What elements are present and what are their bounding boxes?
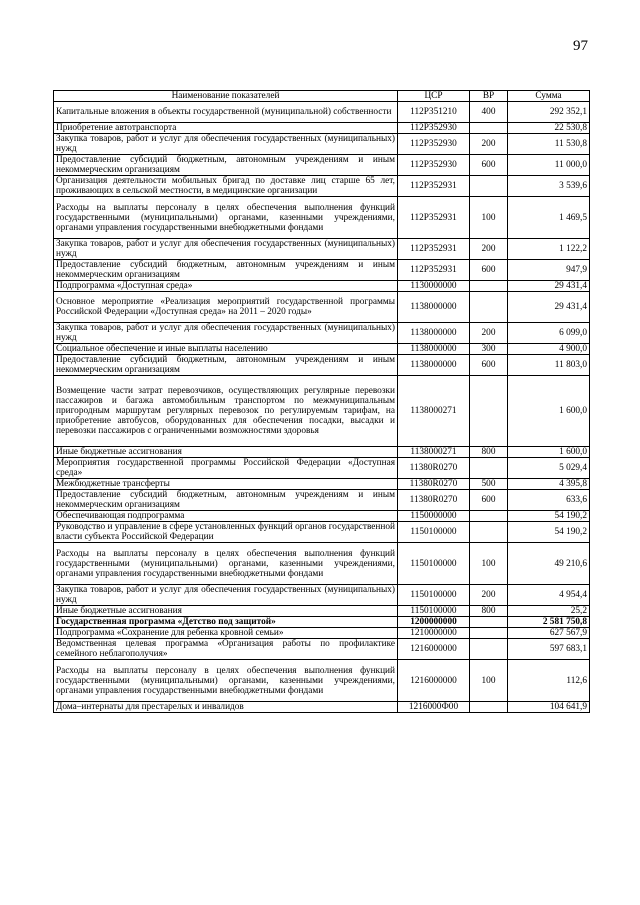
cell-csr: 112P352931: [398, 176, 470, 197]
header-vr: ВР: [470, 91, 508, 102]
table-row: [54, 197, 590, 239]
budget-table: [53, 90, 590, 713]
table-header-row: [54, 91, 590, 102]
table-row: [54, 239, 590, 260]
cell-csr: 1150100000: [398, 606, 470, 617]
table-row: [54, 134, 590, 155]
cell-csr: 112P352931: [398, 239, 470, 260]
cell-name: Закупка товаров, работ и услуг для обеспечения государственных (муниципальных) нужд: [54, 585, 398, 606]
cell-sum: 5 029,4: [508, 458, 590, 479]
cell-vr: 100: [470, 660, 508, 702]
cell-name: Расходы на выплаты персоналу в целях обеспечения выполнения функций государственными (муниципальными) органами, казенными учреждениями, органами управления государственными внебюджетными фондами: [54, 543, 398, 585]
cell-csr: 112P351210: [398, 102, 470, 123]
cell-vr: [470, 511, 508, 522]
cell-sum: 1 469,5: [508, 197, 590, 239]
cell-sum: 4 954,4: [508, 585, 590, 606]
table-row: [54, 479, 590, 490]
cell-sum: 4 395,8: [508, 479, 590, 490]
cell-name: Закупка товаров, работ и услуг для обеспечения государственных (муниципальных) нужд: [54, 323, 398, 344]
cell-csr: 112P352931: [398, 260, 470, 281]
cell-csr: 1216000Ф00: [398, 702, 470, 713]
cell-vr: [470, 281, 508, 292]
header-sum: Сумма: [508, 91, 590, 102]
cell-csr: 1216000000: [398, 660, 470, 702]
header-name: Наименование показателей: [54, 91, 398, 102]
cell-name: Капитальные вложения в объекты государственной (муниципальной) собственности: [54, 102, 398, 123]
cell-vr: 200: [470, 239, 508, 260]
cell-name: Обеспечивающая подпрограмма: [54, 511, 398, 522]
cell-name: Межбюджетные трансферты: [54, 479, 398, 490]
cell-sum: 29 431,4: [508, 281, 590, 292]
cell-vr: 100: [470, 543, 508, 585]
table-row: [54, 260, 590, 281]
cell-csr: 1150100000: [398, 585, 470, 606]
cell-name: Организация деятельности мобильных бригад по доставке лиц старше 65 лет, проживающих в сельской местности, в медицинские организации: [54, 176, 398, 197]
cell-vr: [470, 639, 508, 660]
cell-sum: 11 803,0: [508, 355, 590, 376]
cell-name: Предоставление субсидий бюджетным, автономным учреждениям и иным некоммерческим организациям: [54, 490, 398, 511]
cell-csr: 112P352930: [398, 155, 470, 176]
cell-name: Предоставление субсидий бюджетным, автономным учреждениям и иным некоммерческим организациям: [54, 155, 398, 176]
cell-csr: 11380R0270: [398, 479, 470, 490]
cell-vr: [470, 376, 508, 447]
cell-sum: 597 683,1: [508, 639, 590, 660]
cell-name: Закупка товаров, работ и услуг для обеспечения государственных (муниципальных) нужд: [54, 239, 398, 260]
cell-sum: 11 000,0: [508, 155, 590, 176]
cell-vr: 300: [470, 344, 508, 355]
cell-csr: 1150100000: [398, 522, 470, 543]
cell-sum: 104 641,9: [508, 702, 590, 713]
table-row: [54, 123, 590, 134]
table-row: [54, 702, 590, 713]
table-row: [54, 522, 590, 543]
cell-vr: [470, 617, 508, 628]
cell-csr: 1138000271: [398, 447, 470, 458]
cell-csr: 1150100000: [398, 543, 470, 585]
cell-vr: 200: [470, 134, 508, 155]
cell-sum: 112,6: [508, 660, 590, 702]
cell-csr: 1138000000: [398, 344, 470, 355]
table-row: [54, 511, 590, 522]
cell-vr: 800: [470, 447, 508, 458]
cell-csr: 11380R0270: [398, 490, 470, 511]
cell-sum: 11 530,8: [508, 134, 590, 155]
table-row: [54, 628, 590, 639]
cell-vr: [470, 702, 508, 713]
table-row: [54, 155, 590, 176]
cell-vr: 600: [470, 155, 508, 176]
cell-csr: 1150000000: [398, 511, 470, 522]
cell-name: Государственная программа «Детство под защитой»: [54, 617, 398, 628]
cell-sum: 1 600,0: [508, 447, 590, 458]
cell-sum: 292 352,1: [508, 102, 590, 123]
cell-vr: [470, 458, 508, 479]
table-row: [54, 458, 590, 479]
cell-name: Мероприятия государственной программы Российской Федерации «Доступная среда»: [54, 458, 398, 479]
cell-name: Приобретение автотранспорта: [54, 123, 398, 134]
table-row: [54, 639, 590, 660]
cell-sum: 54 190,2: [508, 522, 590, 543]
table-row: [54, 323, 590, 344]
cell-vr: 500: [470, 479, 508, 490]
cell-sum: 54 190,2: [508, 511, 590, 522]
cell-csr: 1210000000: [398, 628, 470, 639]
cell-vr: [470, 123, 508, 134]
cell-sum: 29 431,4: [508, 292, 590, 323]
cell-csr: 1200000000: [398, 617, 470, 628]
table-row: [54, 606, 590, 617]
cell-sum: 633,6: [508, 490, 590, 511]
cell-vr: [470, 292, 508, 323]
cell-csr: 1216000000: [398, 639, 470, 660]
cell-vr: 200: [470, 585, 508, 606]
table-row: [54, 617, 590, 628]
cell-vr: 600: [470, 490, 508, 511]
cell-sum: 3 539,6: [508, 176, 590, 197]
table-row: [54, 660, 590, 702]
cell-csr: 1138000000: [398, 292, 470, 323]
cell-name: Социальное обеспечение и иные выплаты населению: [54, 344, 398, 355]
cell-sum: 1 600,0: [508, 376, 590, 447]
cell-name: Предоставление субсидий бюджетным, автономным учреждениям и иным некоммерческим организациям: [54, 260, 398, 281]
cell-name: Расходы на выплаты персоналу в целях обеспечения выполнения функций государственными (муниципальными) органами, казенными учреждениями, органами управления государственными внебюджетными фондами: [54, 660, 398, 702]
cell-vr: 600: [470, 260, 508, 281]
cell-name: Возмещение части затрат перевозчиков, осуществляющих регулярные перевозки пассажиров и багажа автомобильным транспортом по межмуниципальным пригородным маршрутам регулярных перевозок по регулируемым тарифам, на приобретение автобусов, оборудованных для обеспечения посадки, высадки и перевозки пассажиров с ограниченными возможностями здоровья: [54, 376, 398, 447]
cell-vr: [470, 522, 508, 543]
cell-vr: 200: [470, 323, 508, 344]
cell-sum: 2 581 750,8: [508, 617, 590, 628]
cell-csr: 1138000000: [398, 355, 470, 376]
cell-name: Подпрограмма «Сохранение для ребенка кровной семьи»: [54, 628, 398, 639]
table-row: [54, 355, 590, 376]
cell-name: Иные бюджетные ассигнования: [54, 447, 398, 458]
cell-name: Основное мероприятие «Реализация мероприятий государственной программы Российской Федерации «Доступная среда» на 2011 – 2020 годы»: [54, 292, 398, 323]
cell-vr: 800: [470, 606, 508, 617]
cell-sum: 947,9: [508, 260, 590, 281]
cell-csr: 112P352931: [398, 197, 470, 239]
cell-vr: [470, 628, 508, 639]
cell-csr: 112P352930: [398, 134, 470, 155]
cell-name: Ведомственная целевая программа «Организация работы по профилактике семейного неблагополучия»: [54, 639, 398, 660]
table-row: [54, 376, 590, 447]
cell-name: Закупка товаров, работ и услуг для обеспечения государственных (муниципальных) нужд: [54, 134, 398, 155]
cell-csr: 1138000271: [398, 376, 470, 447]
cell-sum: 22 530,8: [508, 123, 590, 134]
cell-csr: 112P352930: [398, 123, 470, 134]
table-row: [54, 102, 590, 123]
cell-vr: 400: [470, 102, 508, 123]
cell-csr: 1138000000: [398, 323, 470, 344]
cell-name: Подпрограмма «Доступная среда»: [54, 281, 398, 292]
table-row: [54, 176, 590, 197]
cell-vr: 600: [470, 355, 508, 376]
table-body: [54, 102, 590, 713]
table-row: [54, 292, 590, 323]
table-row: [54, 344, 590, 355]
page-number: 97: [573, 38, 588, 54]
cell-csr: 1130000000: [398, 281, 470, 292]
cell-name: Иные бюджетные ассигнования: [54, 606, 398, 617]
cell-sum: 1 122,2: [508, 239, 590, 260]
cell-sum: 25,2: [508, 606, 590, 617]
cell-name: Расходы на выплаты персоналу в целях обеспечения выполнения функций государственными (муниципальными) органами, казенными учреждениями, органами управления государственными внебюджетными фондами: [54, 197, 398, 239]
cell-name: Дома–интернаты для престарелых и инвалидов: [54, 702, 398, 713]
cell-vr: 100: [470, 197, 508, 239]
cell-name: Руководство и управление в сфере установленных функций органов государственной власти субъекта Российской Федерации: [54, 522, 398, 543]
cell-sum: 627 567,9: [508, 628, 590, 639]
cell-vr: [470, 176, 508, 197]
cell-sum: 49 210,6: [508, 543, 590, 585]
table-row: [54, 585, 590, 606]
header-csr: ЦСР: [398, 91, 470, 102]
cell-sum: 6 099,0: [508, 323, 590, 344]
cell-name: Предоставление субсидий бюджетным, автономным учреждениям и иным некоммерческим организациям: [54, 355, 398, 376]
table-row: [54, 281, 590, 292]
cell-csr: 11380R0270: [398, 458, 470, 479]
table-row: [54, 543, 590, 585]
table-row: [54, 447, 590, 458]
cell-sum: 4 900,0: [508, 344, 590, 355]
table-row: [54, 490, 590, 511]
